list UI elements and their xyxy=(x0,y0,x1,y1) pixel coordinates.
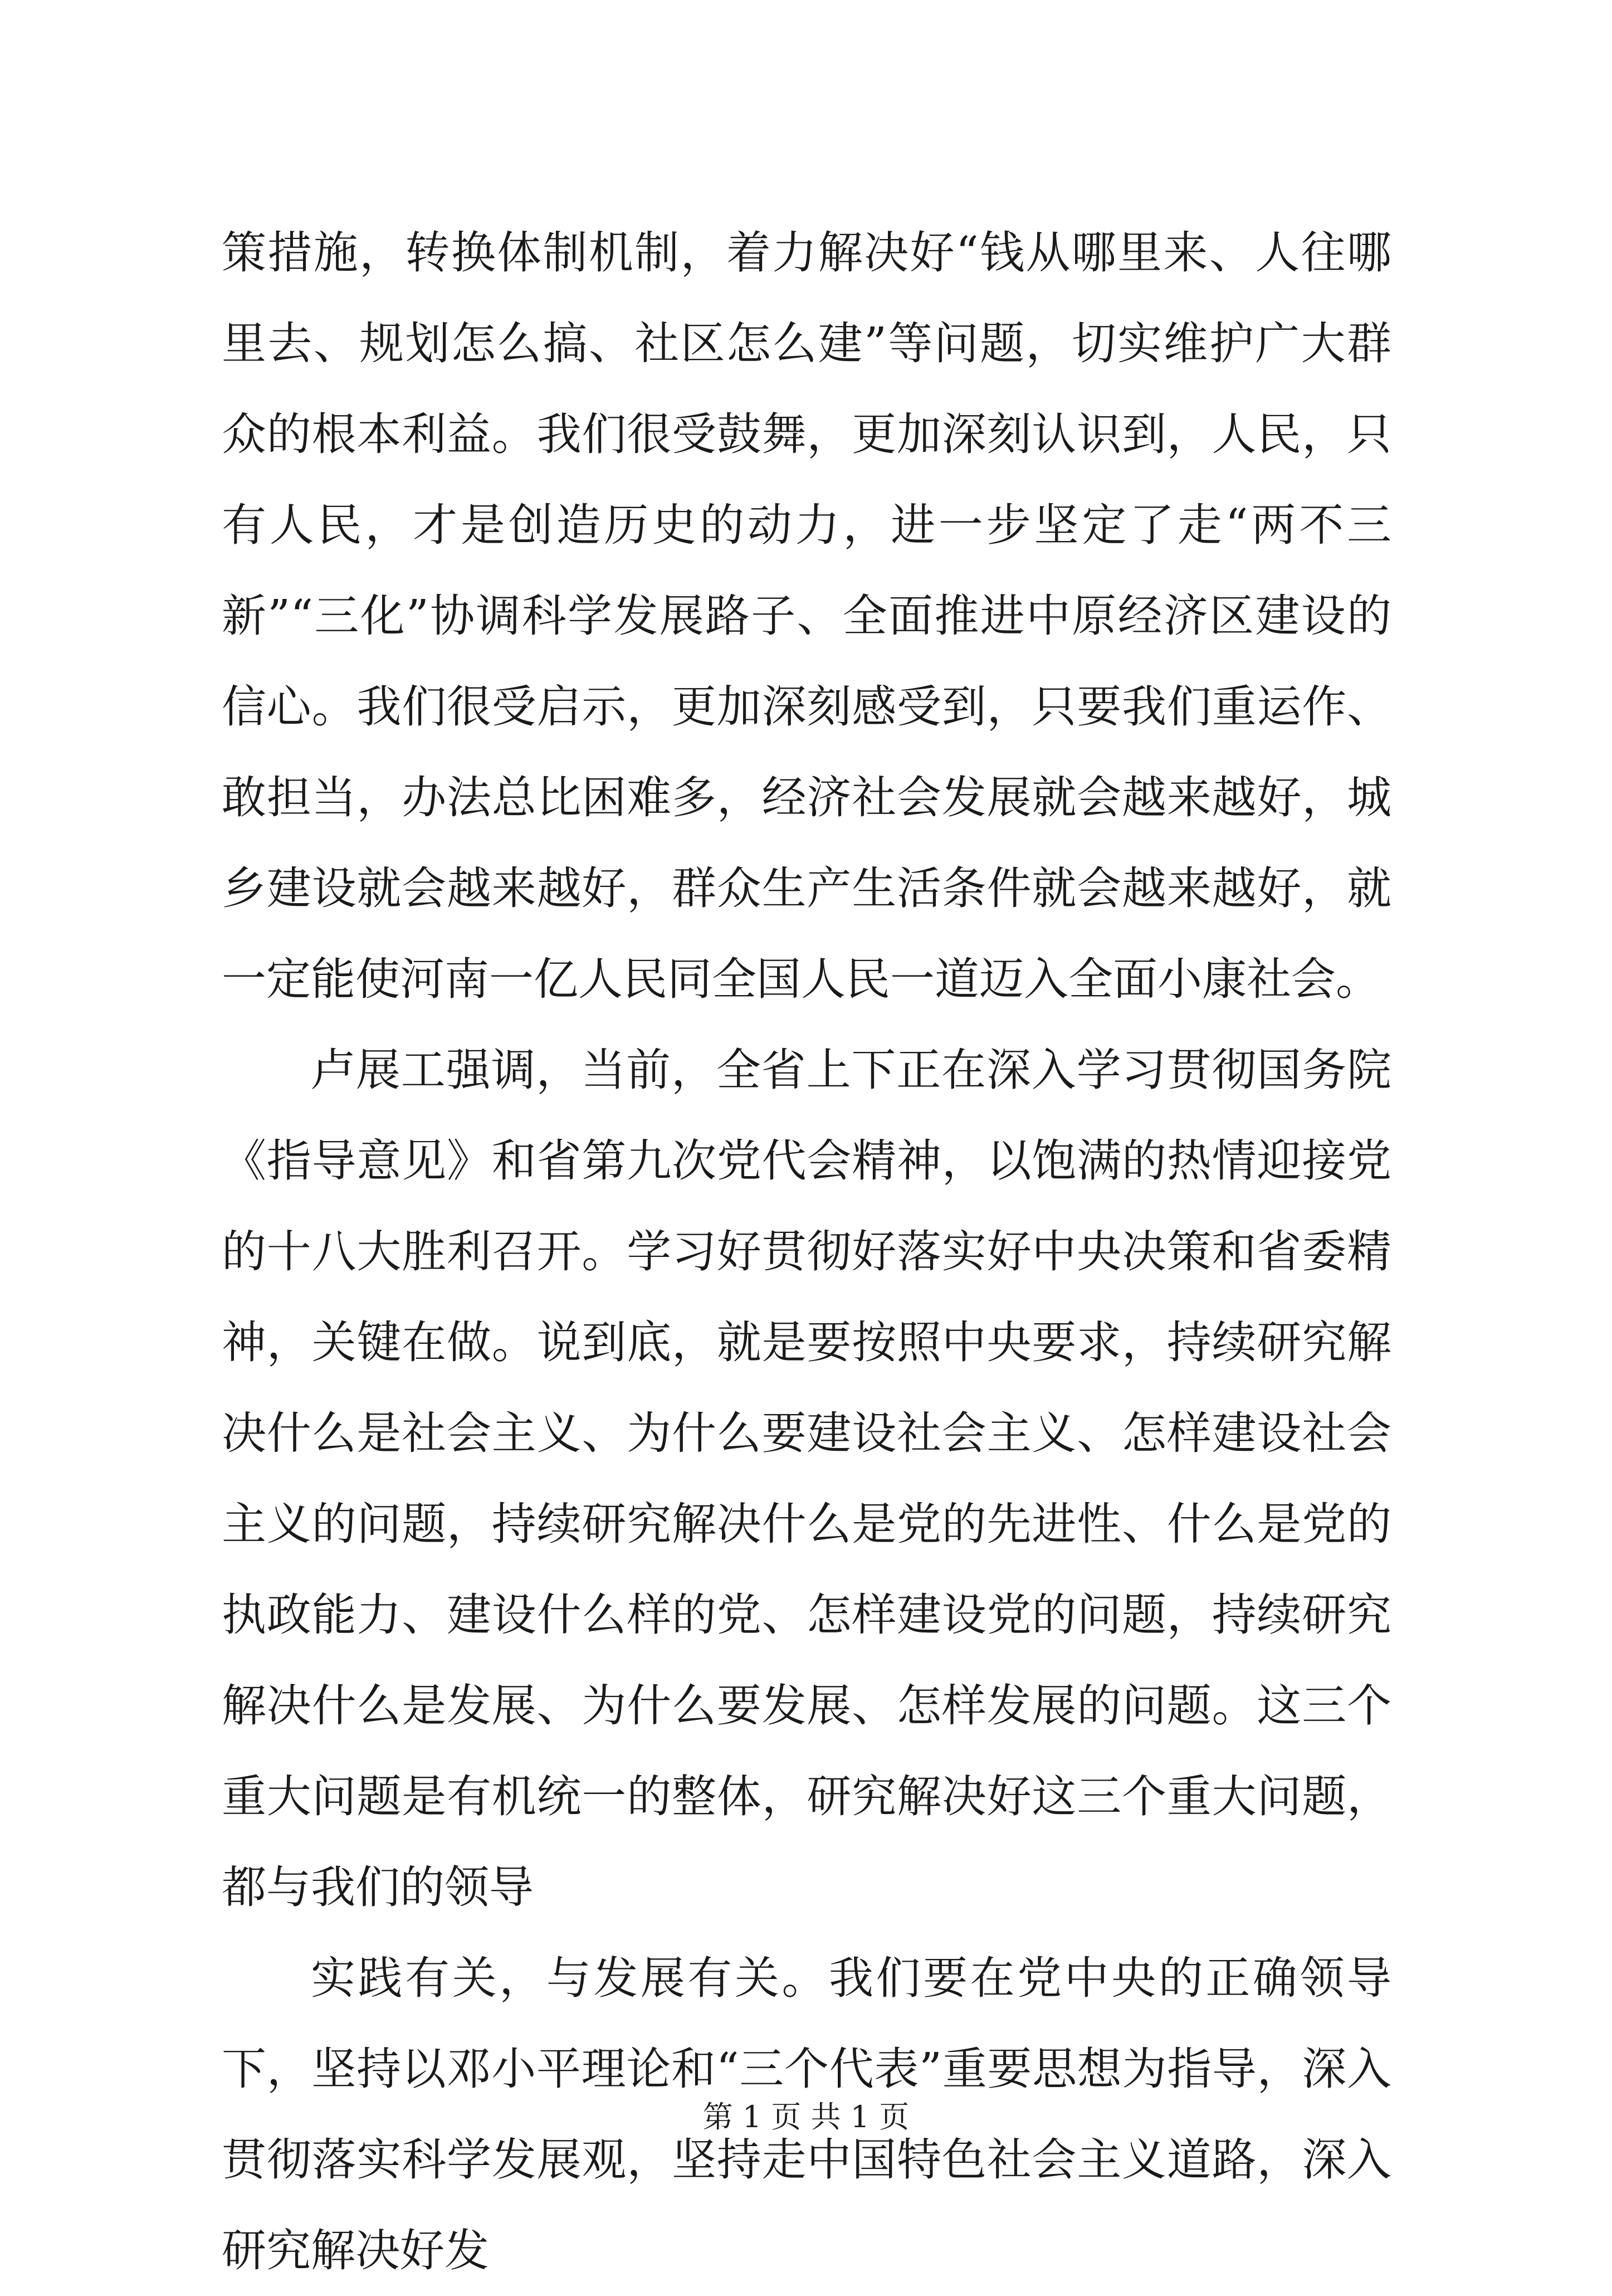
paragraph-2: 卢展工强调，当前，全省上下正在深入学习贯彻国务院《指导意见》和省第九次党代会精神，以饱满的热情迎接党的十八大胜利召开。学习好贯彻好落实好中央决策和省委精神，关键在做。说到底，就是要按照中央要求，持续研究解决什么是社会主义、为什么要建设社会主义、怎样建设社会主义的问题，持续研究解决什么是党的先进性、什么是党的执政能力、建设什么样的党、怎样建设党的问题，持续研究解决什么是发展、为什么要发展、怎样发展的问题。这三个重大问题是有机统一的整体，研究解决好这三个重大问题，都与我们的领导 xyxy=(222,1044,1391,1913)
document-body xyxy=(222,207,1391,2296)
paragraph-1: 策措施，转换体制机制，着力解决好“钱从哪里来、人往哪里去、规划怎么搞、社区怎么建”等问题，切实维护广大群众的根本利益。我们很受鼓舞，更加深刻认识到，人民，只有人民，才是创造历史的动力，进一步坚定了走“两不三新”“三化”协调科学发展路子、全面推进中原经济区建设的信心。我们很受启示，更加深刻感受到，只要我们重运作、敢担当，办法总比困难多，经济社会发展就会越来越好，城乡建设就会越来越好，群众生产生活条件就会越来越好，就一定能使河南一亿人民同全国人民一道迈入全面小康社会。 xyxy=(222,227,1391,1005)
page-footer: 第 1 页 共 1 页 xyxy=(702,2099,910,2134)
paragraph-3: 实践有关，与发展有关。我们要在党中央的正确领导下，坚持以邓小平理论和“三个代表”重要思想为指导，深入贯彻落实科学发展观，坚持走中国特色社会主义道路，深入研究解决好发 xyxy=(222,1952,1391,2276)
